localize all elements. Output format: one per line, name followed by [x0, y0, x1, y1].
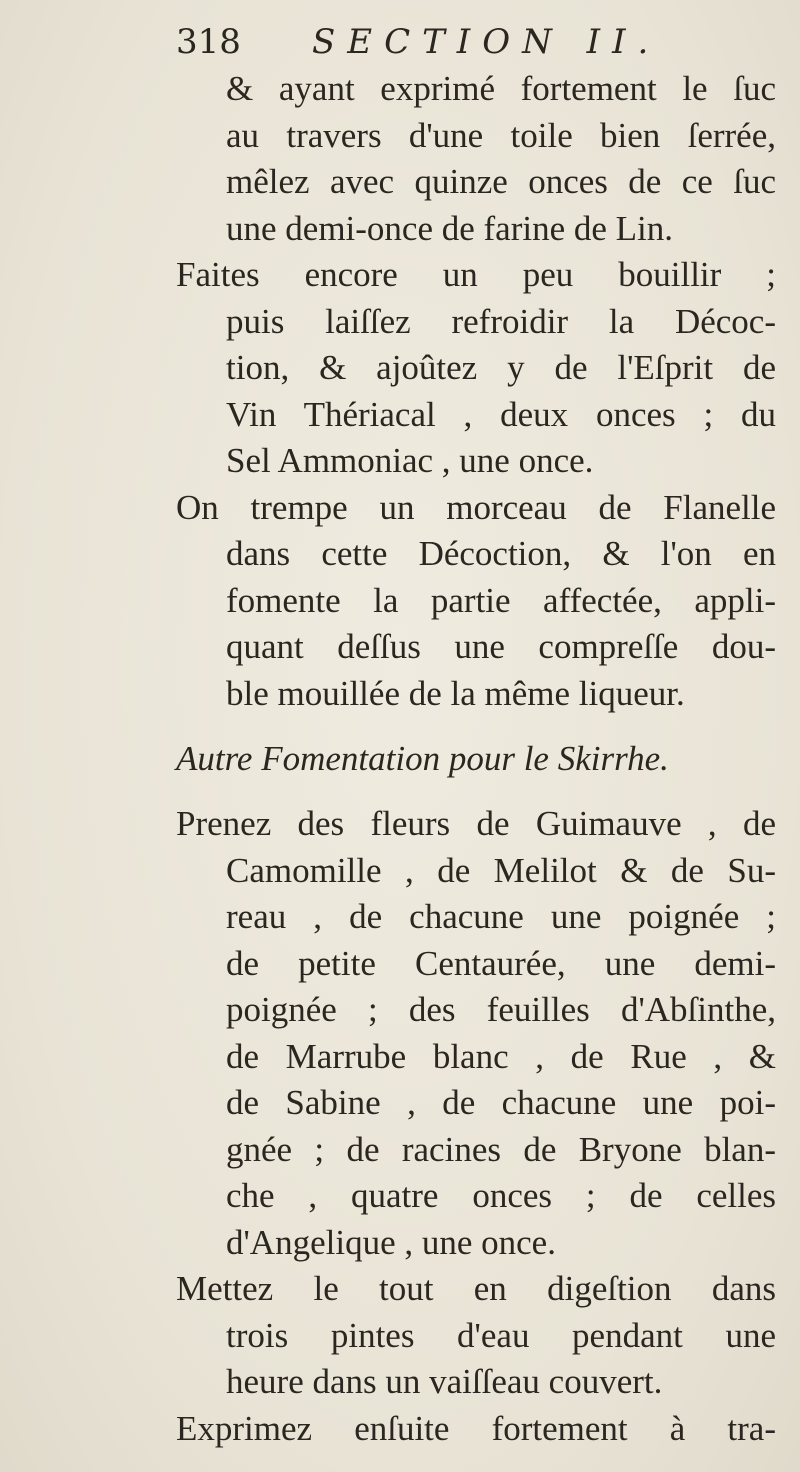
- text-line: Vin Thériacal , deux onces ; du: [226, 394, 776, 434]
- paragraph: [176, 252, 776, 485]
- text-line: Exprimez enſuite fortement à tra-: [176, 1408, 776, 1448]
- paragraph: [176, 801, 776, 1266]
- paragraph: [176, 485, 776, 718]
- text-line: heure dans un vaiſſeau couvert.: [226, 1362, 663, 1401]
- text-line: dans cette Décoction, & l'on en: [226, 534, 776, 573]
- text-line: poignée ; des feuilles d'Abſinthe,: [226, 990, 776, 1029]
- text-line: de petite Centaurée, une demi-: [226, 943, 776, 983]
- text-line: tion, & ajoûtez y de l'Eſprit de: [226, 348, 776, 387]
- text-line: quant deſſus une compreſſe dou-: [226, 627, 776, 666]
- text-line: fomente la partie affectée, appli-: [226, 580, 776, 620]
- text-line: d'Angelique , une once.: [226, 1222, 556, 1262]
- text-line: reau , de chacune une poignée ;: [226, 897, 776, 936]
- paragraph: [176, 1266, 776, 1406]
- text-line: Mettez le tout en digeſtion dans: [176, 1269, 776, 1308]
- text-line: ble mouillée de la même liqueur.: [226, 673, 685, 713]
- body-text: [176, 66, 776, 1452]
- text-line: che , quatre onces ; de celles: [226, 1176, 776, 1215]
- text-line: & ayant exprimé fortement le ſuc: [226, 69, 776, 108]
- text-line: Camomille , de Melilot & de Su-: [226, 850, 776, 890]
- paragraph: [176, 1406, 776, 1453]
- text-line: Sel Ammoniac , une once.: [226, 441, 594, 480]
- text-line: puis laiſſez refroidir la Décoc-: [226, 301, 776, 341]
- text-line: Prenez des fleurs de Guimauve , de: [176, 804, 776, 843]
- paragraph: [176, 66, 776, 252]
- text-line: mêlez avec quinze onces de ce ſuc: [226, 162, 776, 201]
- page-number: 318: [176, 22, 241, 62]
- page-header: [176, 18, 696, 66]
- text-line: gnée ; de racines de Bryone blan-: [226, 1129, 776, 1169]
- text-line: On trempe un morceau de Flanelle: [176, 487, 776, 527]
- text-line: une demi-once de farine de Lin.: [226, 208, 674, 248]
- text-line: trois pintes d'eau pendant une: [226, 1315, 776, 1355]
- text-line: au travers d'une toile bien ſerrée,: [226, 115, 776, 155]
- section-subheading: Autre Fomentation pour le Skirrhe.: [176, 739, 669, 778]
- text-line: de Sabine , de chacune une poi-: [226, 1083, 776, 1122]
- text-line: de Marrube blanc , de Rue , &: [226, 1036, 776, 1076]
- running-head: SECTION II.: [312, 22, 661, 62]
- text-line: Faites encore un peu bouillir ;: [176, 255, 776, 294]
